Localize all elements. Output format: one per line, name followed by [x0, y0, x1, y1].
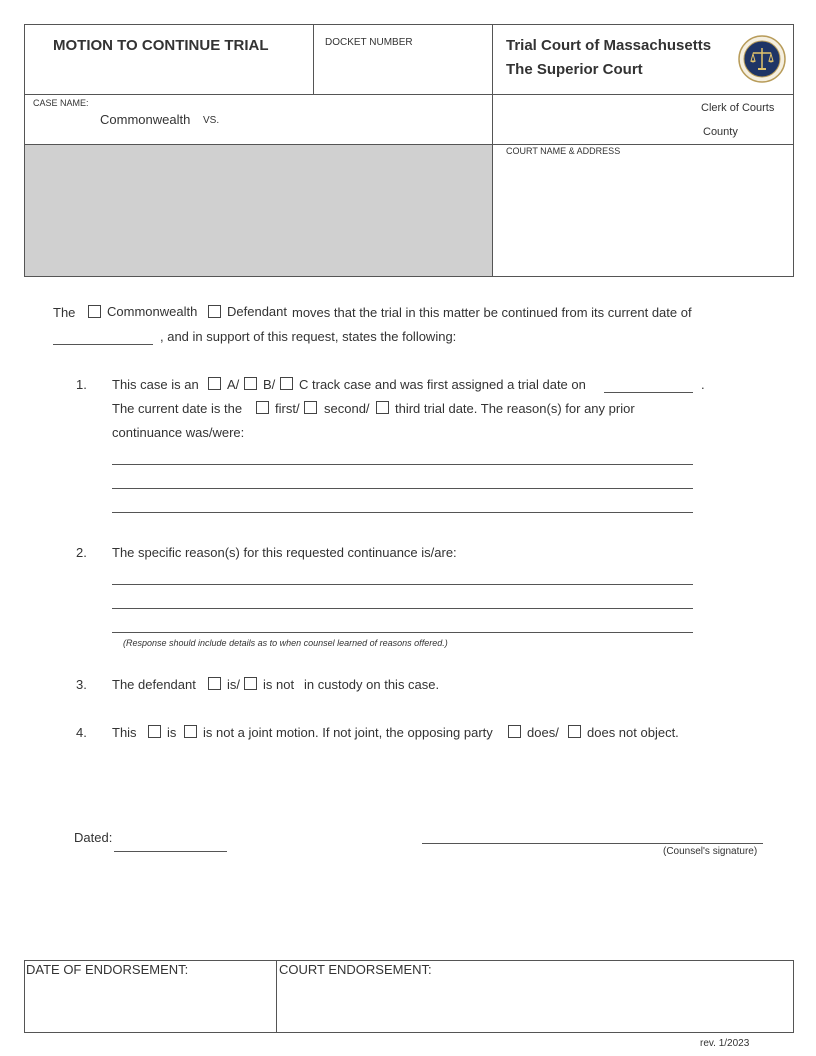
- header-divider-1: [313, 24, 314, 94]
- label-track-a: A/: [227, 377, 240, 392]
- current-date-field[interactable]: [53, 344, 153, 345]
- checkbox-track-a[interactable]: [208, 377, 221, 390]
- item2-number: 2.: [76, 545, 87, 560]
- form-title: MOTION TO CONTINUE TRIAL: [53, 37, 269, 54]
- item2-text: The specific reason(s) for this requested continuance is/are:: [112, 545, 457, 560]
- reason-line-3[interactable]: [112, 632, 693, 633]
- first-trial-date-field[interactable]: [604, 392, 693, 393]
- label-is-not: is not: [263, 677, 295, 692]
- plaintiff-name: Commonwealth: [100, 112, 191, 127]
- court-address-label: COURT NAME & ADDRESS: [506, 146, 621, 156]
- item1-prefix: This case is an: [112, 377, 199, 392]
- checkbox-not-in-custody[interactable]: [244, 677, 257, 690]
- checkbox-joint[interactable]: [148, 725, 161, 738]
- item2-note: (Response should include details as to when counsel learned of reasons offered.): [123, 638, 448, 648]
- case-name-label: CASE NAME:: [33, 98, 89, 108]
- county-label: County: [703, 126, 738, 138]
- prior-reason-line-1[interactable]: [112, 464, 693, 465]
- clerk-of-courts-label: Clerk of Courts: [701, 102, 775, 114]
- prior-reason-line-2[interactable]: [112, 488, 693, 489]
- checkbox-first[interactable]: [256, 401, 269, 414]
- item1-current-prefix: The current date is the: [112, 401, 243, 416]
- counsel-signature-field[interactable]: [422, 843, 763, 844]
- court-name-line2: The Superior Court: [506, 61, 643, 78]
- checkbox-defendant[interactable]: [208, 305, 221, 318]
- versus-label: VS.: [203, 115, 220, 126]
- label-not-joint: is not a joint motion. If not joint, the opposing party: [203, 725, 493, 740]
- checkbox-second[interactable]: [304, 401, 317, 414]
- checkbox-track-c[interactable]: [280, 377, 293, 390]
- label-commonwealth: Commonwealth: [107, 304, 198, 319]
- header-divider-2: [492, 24, 493, 277]
- court-address-field[interactable]: [500, 160, 788, 270]
- defendant-info-shaded-area: [25, 145, 492, 276]
- label-does: does/: [527, 725, 559, 740]
- endorsement-divider: [276, 960, 277, 1033]
- item3-number: 3.: [76, 677, 87, 692]
- dated-label: Dated:: [74, 830, 113, 845]
- court-endorsement-label: COURT ENDORSEMENT:: [279, 962, 432, 977]
- docket-number-label: DOCKET NUMBER: [325, 37, 413, 48]
- checkbox-track-b[interactable]: [244, 377, 257, 390]
- reason-line-2[interactable]: [112, 608, 693, 609]
- item1-number: 1.: [76, 377, 87, 392]
- counsel-signature-label: (Counsel's signature): [663, 846, 758, 857]
- checkbox-in-custody[interactable]: [208, 677, 221, 690]
- item4-number: 4.: [76, 725, 87, 740]
- item1-period: .: [701, 377, 705, 392]
- header-rule-1: [24, 94, 794, 95]
- item1-continuance: continuance was/were:: [112, 425, 245, 440]
- label-is: is/: [227, 677, 240, 692]
- reason-line-1[interactable]: [112, 584, 693, 585]
- intro-moves-text: moves that the trial in this matter be continued from its current date of: [292, 305, 692, 320]
- court-name-line1: Trial Court of Massachusetts: [506, 37, 712, 54]
- item3-suffix: in custody on this case.: [304, 677, 440, 692]
- item3-prefix: The defendant: [112, 677, 196, 692]
- label-defendant: Defendant: [227, 304, 287, 319]
- date-of-endorsement-label: DATE OF ENDORSEMENT:: [26, 962, 189, 977]
- label-joint-is: is: [167, 725, 177, 740]
- label-second: second/: [324, 401, 370, 416]
- checkbox-commonwealth[interactable]: [88, 305, 101, 318]
- checkbox-third[interactable]: [376, 401, 389, 414]
- label-track-c: C track case and was first assigned a trial date on: [299, 377, 586, 392]
- court-seal-icon: [738, 35, 786, 83]
- checkbox-does-object[interactable]: [508, 725, 521, 738]
- dated-field[interactable]: [114, 851, 227, 852]
- prior-reason-line-3[interactable]: [112, 512, 693, 513]
- intro-support-text: , and in support of this request, states the following:: [160, 329, 457, 344]
- checkbox-does-not-object[interactable]: [568, 725, 581, 738]
- label-first: first/: [275, 401, 300, 416]
- checkbox-not-joint[interactable]: [184, 725, 197, 738]
- label-third: third trial date. The reason(s) for any prior: [395, 401, 635, 416]
- intro-the: The: [53, 305, 76, 320]
- label-track-b: B/: [263, 377, 276, 392]
- item4-prefix: This: [112, 725, 137, 740]
- label-does-not: does not object.: [587, 725, 679, 740]
- revision-label: rev. 1/2023: [700, 1038, 750, 1049]
